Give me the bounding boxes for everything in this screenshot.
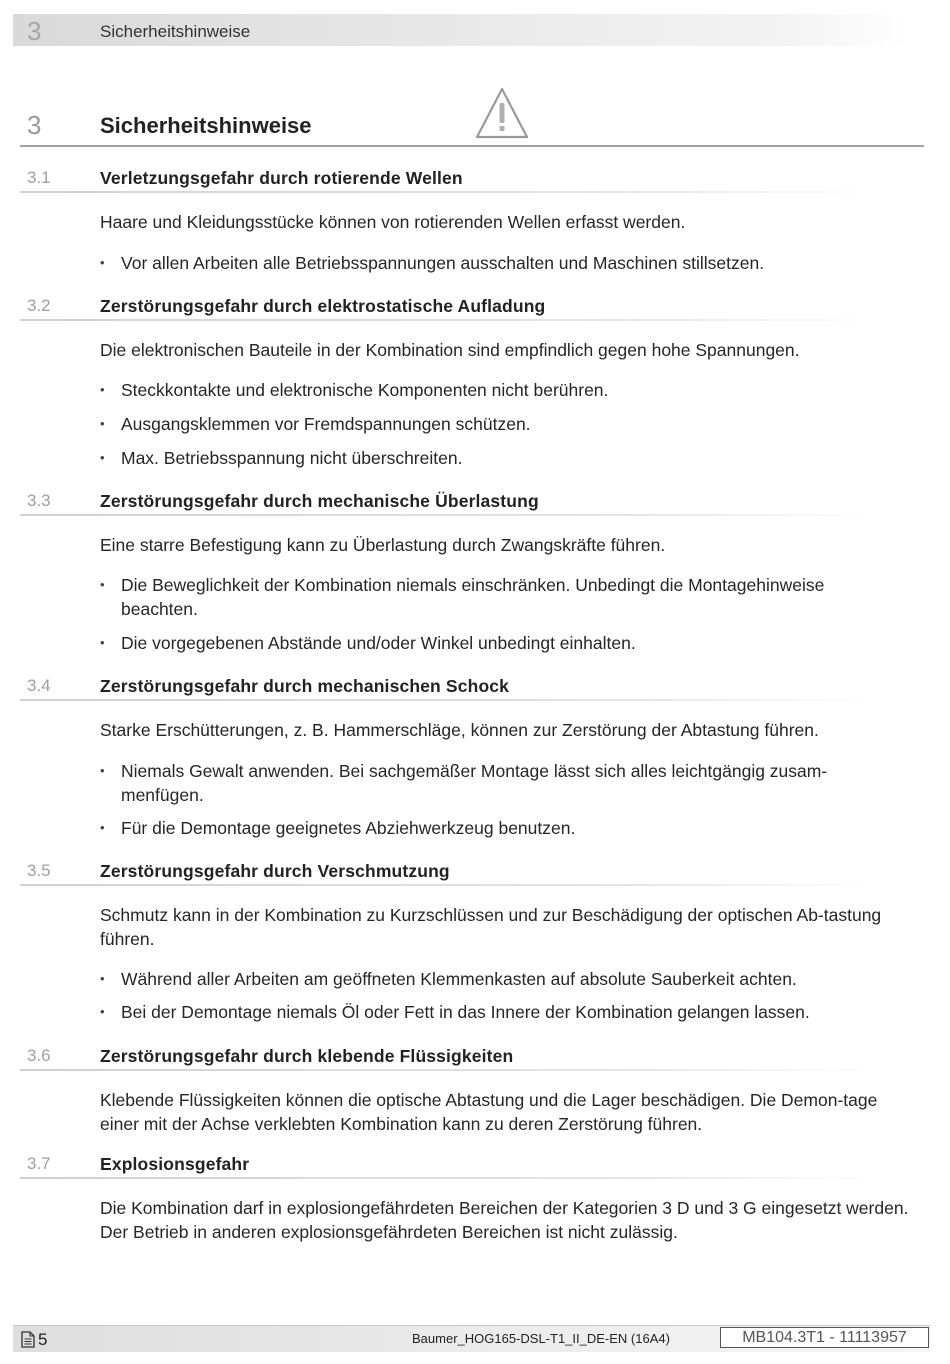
list-item: • Für die Demontage geeignetes Abziehwerkzeug benutzen. [100, 818, 576, 838]
section-paragraph: Die elektronischen Bauteile in der Kombination sind empfindlich gegen hohe Spannungen. [100, 340, 800, 360]
section-divider [20, 191, 880, 193]
list-item: • Die Beweglichkeit der Kombination niemals einschränken. Unbedingt die Montagehinweise beachten. [100, 575, 825, 619]
document-code: MB104.3T1 - 11113957 [720, 1327, 929, 1348]
section-divider [20, 699, 880, 701]
document-name: Baumer_HOG165-DSL-T1_II_DE-EN (16A4) [412, 1331, 670, 1346]
section-number: 3.7 [27, 1154, 51, 1173]
section-divider [20, 514, 880, 516]
section-title: Zerstörungsgefahr durch mechanischen Schock [100, 676, 510, 696]
header-chapter-title: Sicherheitshinweise [100, 22, 251, 41]
header-chapter-number: 3 [27, 16, 42, 46]
section-title: Zerstörungsgefahr durch klebende Flüssigkeiten [100, 1046, 514, 1066]
list-item: • Die vorgegebenen Abstände und/oder Winkel unbedingt einhalten. [100, 633, 636, 653]
section-paragraph: Klebende Flüssigkeiten können die optische Abtastung und die Lager beschädigen. Die Demon-tage einer mit der Achse verklebten Kombination kann zu deren Zerstörung führen. [100, 1090, 878, 1134]
section-number: 3.3 [27, 491, 51, 510]
page-icon [21, 1331, 35, 1348]
list-item: • Bei der Demontage niemals Öl oder Fett in das Innere der Kombination gelangen lassen. [100, 1002, 810, 1022]
section-title: Zerstörungsgefahr durch elektrostatische Aufladung [100, 296, 546, 316]
chapter-number: 3 [27, 110, 42, 140]
section-divider [20, 1069, 880, 1071]
section-number: 3.1 [27, 168, 51, 187]
chapter-title: Sicherheitshinweise [100, 113, 312, 138]
warning-triangle-icon [474, 86, 530, 140]
list-item: • Während aller Arbeiten am geöffneten Klemmenkasten auf absolute Sauberkeit achten. [100, 969, 797, 989]
section-paragraph: Starke Erschütterungen, z. B. Hammerschläge, können zur Zerstörung der Abtastung führen. [100, 720, 819, 740]
section-paragraph: Schmutz kann in der Kombination zu Kurzschlüssen und zur Beschädigung der optischen Ab-tastung führen. [100, 905, 882, 949]
section-number: 3.6 [27, 1046, 51, 1065]
list-item: • Steckkontakte und elektronische Komponenten nicht berühren. [100, 380, 609, 400]
list-item: • Niemals Gewalt anwenden. Bei sachgemäßer Montage lässt sich alles leichtgängig zusam-menfügen. [100, 761, 828, 805]
section-divider [20, 319, 880, 321]
section-divider [20, 884, 880, 886]
page-number: 5 [38, 1330, 48, 1349]
section-paragraph: Eine starre Befestigung kann zu Überlastung durch Zwangskräfte führen. [100, 535, 666, 555]
section-title: Zerstörungsgefahr durch mechanische Überlastung [100, 491, 539, 511]
section-title: Explosionsgefahr [100, 1154, 250, 1174]
section-number: 3.2 [27, 296, 51, 315]
list-item: • Ausgangsklemmen vor Fremdspannungen schützen. [100, 414, 531, 434]
list-item: • Max. Betriebsspannung nicht überschreiten. [100, 448, 463, 468]
section-divider [20, 1177, 880, 1179]
section-paragraph: Haare und Kleidungsstücke können von rotierenden Wellen erfasst werden. [100, 212, 686, 232]
section-paragraph: Die Kombination darf in explosiongefährdeten Bereichen der Kategorien 3 D und 3 G eingesetzt werden. Der Betrieb in anderen explosionsgefährdeten Bereichen ist nicht zulässig. [100, 1198, 909, 1242]
section-title: Zerstörungsgefahr durch Verschmutzung [100, 861, 450, 881]
section-title: Verletzungsgefahr durch rotierende Wellen [100, 168, 463, 188]
section-number: 3.4 [27, 676, 51, 695]
chapter-divider [20, 145, 924, 147]
list-item: • Vor allen Arbeiten alle Betriebsspannungen ausschalten und Maschinen stillsetzen. [100, 253, 765, 273]
section-number: 3.5 [27, 861, 51, 880]
